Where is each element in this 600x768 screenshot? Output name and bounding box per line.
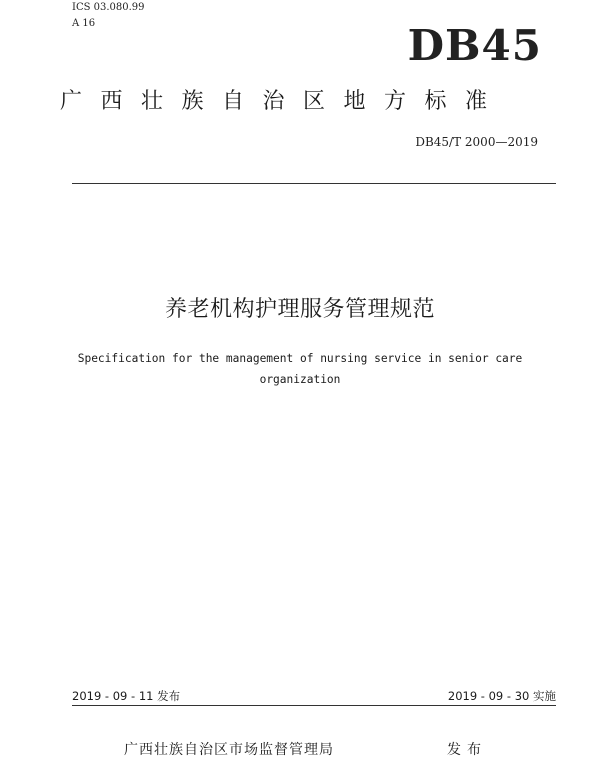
ics-code: ICS 03.080.99 bbox=[72, 2, 145, 13]
issue-date: 2019 - 09 - 11 发布 bbox=[72, 689, 181, 703]
implementation-date: 2019 - 09 - 30 实施 bbox=[447, 689, 556, 703]
issuing-authority: 广西壮族自治区市场监督管理局 bbox=[124, 742, 334, 758]
standard-type: 广西壮族自治区地方标准 bbox=[60, 89, 506, 114]
title-chinese: 养老机构护理服务管理规范 bbox=[164, 297, 435, 322]
title-english: Specification for the management of nursing service in senior care organization bbox=[77, 352, 523, 386]
bottom-divider bbox=[72, 705, 556, 706]
standard-number: DB45/T 2000—2019 bbox=[415, 135, 538, 149]
classification-code: A 16 bbox=[72, 18, 96, 29]
issue-word: 发布 bbox=[447, 742, 487, 758]
top-divider bbox=[72, 183, 556, 184]
standard-mark: DB45 bbox=[407, 21, 542, 70]
